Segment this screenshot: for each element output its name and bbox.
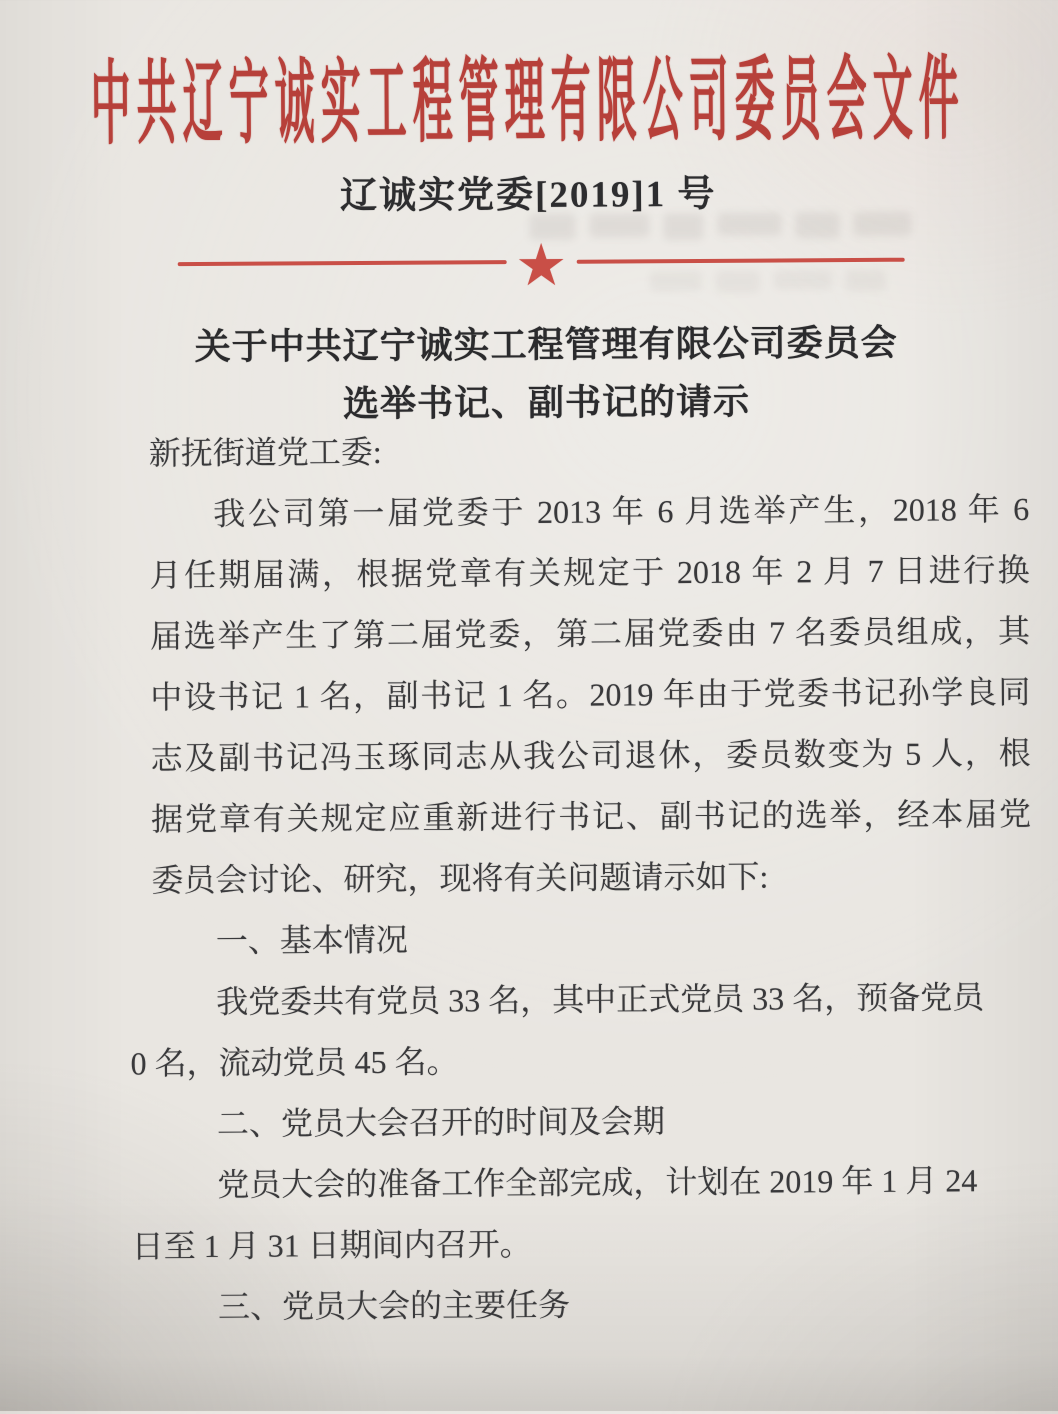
red-separator-rule — [178, 230, 905, 300]
document-line: 日至 1 月 31 日期间内召开。 — [131, 1226, 532, 1265]
document-line: 新抚街道党工委: — [148, 433, 382, 472]
document-line: 0 名，流动党员 45 名。 — [130, 1043, 459, 1082]
document-line: 三、党员大会的主要任务 — [217, 1286, 571, 1325]
star-icon: ★ — [515, 230, 568, 300]
document-number: 辽诚实党委[2019]1 号 — [339, 173, 717, 218]
document-title-line-1: 关于中共辽宁诚实工程管理有限公司委员会 — [194, 321, 898, 368]
document-line: 我公司第一届党委于 2013 年 6 月选举产生，2018 年 6 — [213, 490, 1030, 532]
document-line: 志及副书记冯玉琢同志从我公司退休，委员数变为 5 人，根 — [150, 734, 1031, 777]
rule-line-right — [576, 258, 905, 264]
document-line: 党员大会的准备工作全部完成，计划在 2019 年 1 月 24 — [217, 1162, 978, 1203]
document-line: 委员会讨论、研究，现将有关问题请示如下: — [151, 858, 769, 899]
document-line: 中设书记 1 名，副书记 1 名。2019 年由于党委书记孙学良同 — [150, 673, 1031, 716]
document-line: 届选举产生了第二届党委，第二届党委由 7 名委员组成，其 — [149, 612, 1031, 655]
document-title-line-2: 选举书记、副书记的请示 — [342, 380, 751, 425]
document-line: 二、党员大会召开的时间及会期 — [216, 1103, 666, 1142]
document-body — [130, 418, 1035, 1338]
document-header-title: 中共辽宁诚实工程管理有限公司委员会文件 — [90, 47, 966, 157]
document-line: 月任期届满，根据党章有关规定于 2018 年 2 月 7 日进行换 — [149, 551, 1030, 594]
document-line: 一、基本情况 — [215, 921, 408, 959]
document-title — [150, 313, 943, 434]
document-line: 我党委共有党员 33 名，其中正式党员 33 名，预备党员 — [216, 979, 985, 1020]
rule-line-left — [178, 260, 507, 266]
document-line: 据党章有关规定应重新进行书记、副书记的选举，经本届党 — [150, 795, 1032, 838]
